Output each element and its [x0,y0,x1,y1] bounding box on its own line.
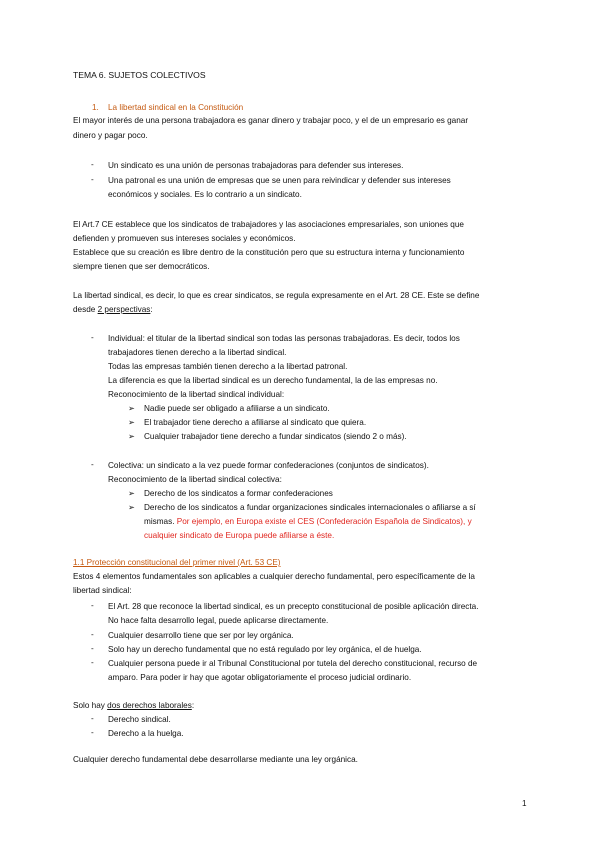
highlighted-example: cualquier sindicato de Europa puede afiliarse a éste. [144,531,335,540]
dash-bullet: - [91,728,94,737]
list-item-cont: No hace falta desarrollo legal, puede aplicarse directamente. [108,616,329,625]
sub-list-item: Cualquier trabajador tiene derecho a fundar sindicatos (siendo 2 o más). [144,432,407,441]
arrow-bullet-icon: ➢ [128,432,135,441]
dash-bullet: - [91,658,94,667]
paragraph-line: defienden y promueven sus intereses sociales y económicos. [73,234,296,243]
paragraph-line: El Art.7 CE establece que los sindicatos de trabajadores y las asociaciones empresariales, son uniones que [73,220,464,229]
arrow-bullet-icon: ➢ [128,404,135,413]
paragraph-line: dinero y pagar poco. [73,131,148,140]
paragraph-line: libertad sindical: [73,586,132,595]
arrow-bullet-icon: ➢ [128,418,135,427]
list-item: Derecho sindical. [108,715,171,724]
list-item: Cualquier persona puede ir al Tribunal Constitucional por tutela del derecho constitucional, recurso de [108,659,478,668]
paragraph-line: La libertad sindical, es decir, lo que es crear sindicatos, se regula expresamente en el Art. 28 CE. Este se define [73,291,480,300]
paragraph-line: siempre tienen que ser democráticos. [73,262,210,271]
dash-bullet: - [91,601,94,610]
list-item: Derecho a la huelga. [108,729,184,738]
underlined-text: 2 perspectivas [97,305,151,314]
dash-bullet: - [91,160,94,169]
list-item: Solo hay un derecho fundamental que no está regulado por ley orgánica, el de huelga. [108,645,422,654]
list-item: El Art. 28 que reconoce la libertad sindical, es un precepto constitucional de posible aplicación directa. [108,602,479,611]
paragraph-line: El mayor interés de una persona trabajadora es ganar dinero y trabajar poco, y el de un empresario es ganar [73,116,469,125]
paragraph-line: desde 2 perspectivas: [73,305,153,314]
section-title: La libertad sindical en la Constitución [108,103,244,112]
section-heading-1 [92,102,243,113]
list-item: Una patronal es una unión de empresas que se unen para reivindicar y defender sus intereses [108,176,451,185]
list-item-cont: Todas las empresas también tienen derecho a la libertad patronal. [108,362,348,371]
dash-bullet: - [91,630,94,639]
section-number: 1. [92,103,99,112]
sub-list-item: Derecho de los sindicatos a formar confederaciones [144,489,333,498]
arrow-bullet-icon: ➢ [128,503,135,512]
list-item: Individual: el titular de la libertad sindical son todas las personas trabajadoras. Es decir, todos los [108,334,460,343]
document-title: TEMA 6. SUJETOS COLECTIVOS [73,70,206,80]
list-item-cont: amparo. Para poder ir hay que agotar obligatoriamente el proceso judicial ordinario. [108,673,412,682]
sub-list-item-cont: mismas. Por ejemplo, en Europa existe el CES (Confederación Española de Sindicatos), y [144,517,472,526]
section-heading-1-1: 1.1 Protección constitucional del primer nivel (Art. 53 CE) [73,558,281,567]
list-item-cont: económicos y sociales. Es lo contrario a un sindicato. [108,190,302,199]
list-item-cont: Reconocimiento de la libertad sindical individual: [108,390,285,399]
highlighted-example: Por ejemplo, en Europa existe el CES (Confederación Española de Sindicatos), y [176,517,472,526]
list-item: Un sindicato es una unión de personas trabajadoras para defender sus intereses. [108,161,404,170]
page-number: 1 [522,799,527,808]
arrow-bullet-icon: ➢ [128,489,135,498]
dash-bullet: - [91,714,94,723]
list-item-cont: trabajadores tienen derecho a la libertad sindical. [108,348,287,357]
paragraph-line: Solo hay dos derechos laborales: [73,701,195,710]
paragraph-line: Establece que su creación es libre dentro de la constitución pero que su estructura interna y funcionamiento [73,248,465,257]
paragraph-line: Estos 4 elementos fundamentales son aplicables a cualquier derecho fundamental, pero específicamente de la [73,572,475,581]
sub-list-item: Derecho de los sindicatos a fundar organizaciones sindicales internacionales o afiliarse a sí [144,503,476,512]
sub-list-item: Nadie puede ser obligado a afiliarse a un sindicato. [144,404,330,413]
list-item-cont: Reconocimiento de la libertad sindical colectiva: [108,475,282,484]
list-item: Colectiva: un sindicato a la vez puede formar confederaciones (conjuntos de sindicatos). [108,461,429,470]
underlined-text: dos derechos laborales [107,701,192,710]
dash-bullet: - [91,333,94,342]
paragraph-line: Cualquier derecho fundamental debe desarrollarse mediante una ley orgánica. [73,755,358,764]
list-item: Cualquier desarrollo tiene que ser por ley orgánica. [108,631,294,640]
dash-bullet: - [91,460,94,469]
dash-bullet: - [91,175,94,184]
list-item-cont: La diferencia es que la libertad sindical es un derecho fundamental, la de las empresas no. [108,376,438,385]
dash-bullet: - [91,644,94,653]
sub-list-item: El trabajador tiene derecho a afiliarse al sindicato que quiera. [144,418,367,427]
